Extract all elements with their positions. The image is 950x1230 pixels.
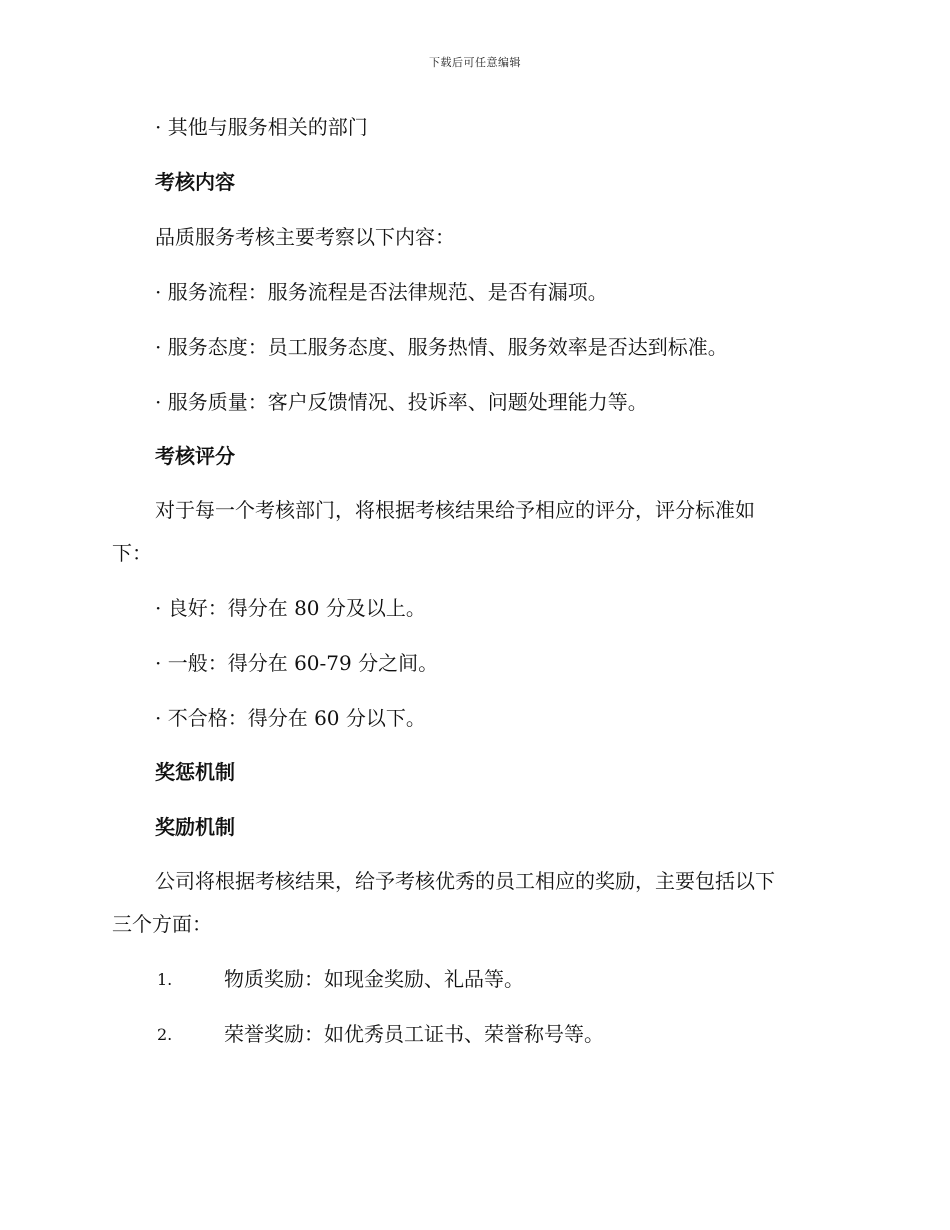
bullet-service-process: · 服务流程：服务流程是否法律规范、是否有漏项。 — [155, 280, 608, 304]
list-item-text: 物质奖励：如现金奖励、礼品等。 — [224, 967, 524, 991]
heading-assessment-scoring: 考核评分 — [155, 444, 235, 468]
scoring-paragraph-line2: 下： — [112, 541, 152, 565]
reward-paragraph-line2: 三个方面： — [112, 912, 212, 936]
heading-reward-penalty: 奖惩机制 — [155, 760, 235, 784]
bullet-other-departments: · 其他与服务相关的部门 — [155, 115, 368, 139]
intro-assessment-content: 品质服务考核主要考察以下内容： — [155, 225, 455, 249]
scoring-paragraph-line1: 对于每一个考核部门，将根据考核结果给予相应的评分，评分标准如 — [155, 498, 755, 522]
list-item-text: 荣誉奖励：如优秀员工证书、荣誉称号等。 — [224, 1022, 604, 1046]
heading-assessment-content: 考核内容 — [155, 170, 235, 194]
heading-reward-mechanism: 奖励机制 — [155, 815, 235, 839]
bullet-score-average: · 一般：得分在 60-79 分之间。 — [155, 651, 439, 675]
list-item-number: 1. — [157, 970, 173, 989]
reward-paragraph-line1: 公司将根据考核结果，给予考核优秀的员工相应的奖励，主要包括以下 — [155, 869, 775, 893]
list-item-number: 2. — [157, 1025, 173, 1044]
bullet-service-attitude: · 服务态度：员工服务态度、服务热情、服务效率是否达到标准。 — [155, 335, 728, 359]
bullet-service-quality: · 服务质量：客户反馈情况、投诉率、问题处理能力等。 — [155, 390, 648, 414]
bullet-score-good: · 良好：得分在 80 分及以上。 — [155, 596, 426, 620]
page-header: 下载后可任意编辑 — [429, 56, 521, 69]
bullet-score-fail: · 不合格：得分在 60 分以下。 — [155, 706, 426, 730]
